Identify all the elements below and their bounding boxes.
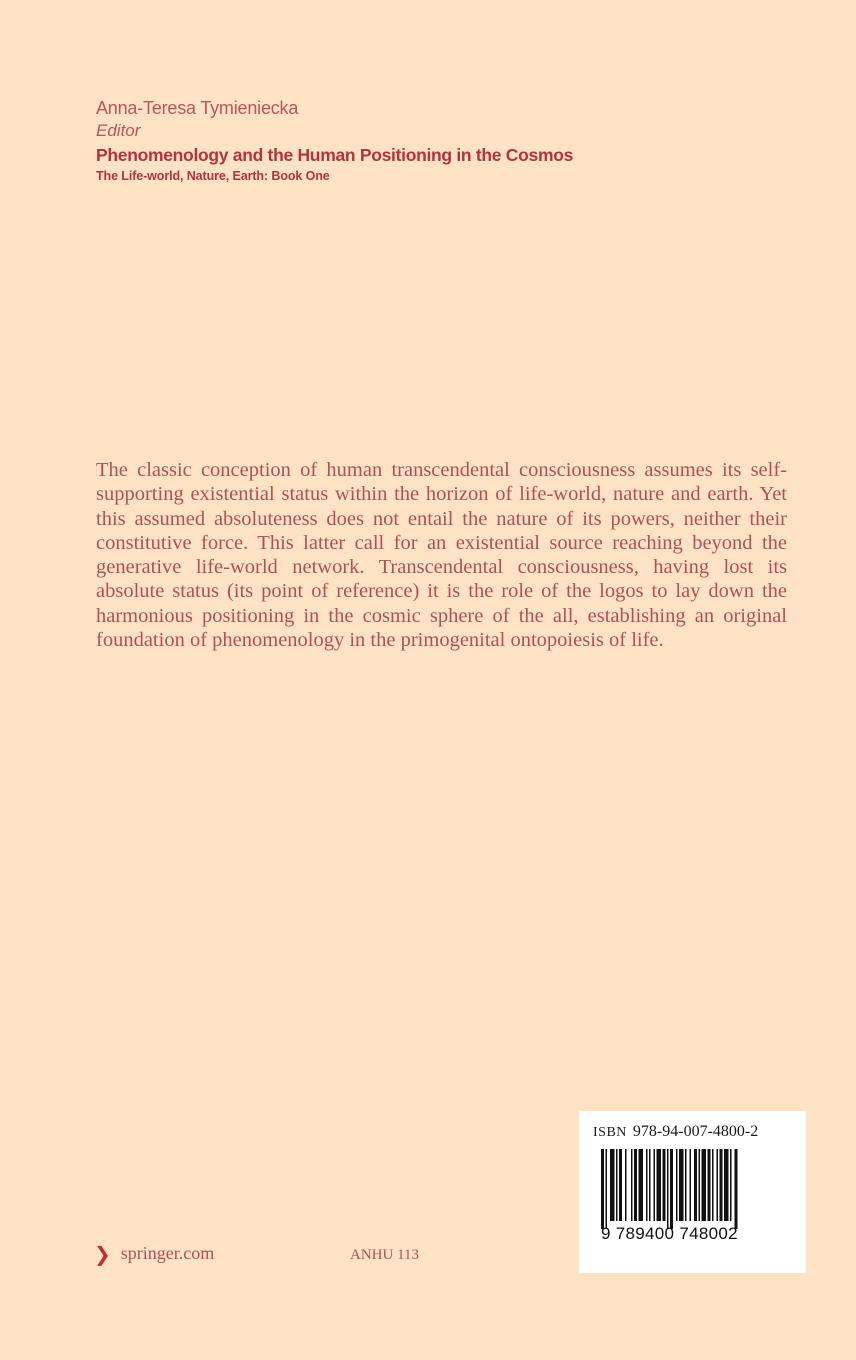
book-header — [96, 96, 796, 184]
barcode-bar — [699, 1149, 701, 1221]
isbn-text — [593, 1123, 758, 1141]
barcode-bar — [679, 1149, 684, 1221]
barcode-panel — [579, 1111, 806, 1273]
book-subtitle: The Life-world, Nature, Earth: Book One — [96, 169, 330, 183]
barcode-bar — [667, 1149, 669, 1229]
barcode-bar — [606, 1149, 608, 1229]
barcode-bar — [625, 1149, 627, 1221]
barcode-bar — [616, 1149, 618, 1221]
barcode-image — [601, 1149, 783, 1229]
barcode-bar — [610, 1149, 615, 1221]
barcode-bar — [690, 1149, 692, 1221]
barcode-bar — [724, 1149, 729, 1221]
barcode-digits: 9 789400 748002 — [601, 1224, 738, 1243]
isbn-label: ISBN — [593, 1125, 627, 1140]
barcode-bar — [670, 1149, 673, 1229]
barcode-bar — [676, 1149, 678, 1221]
springer-link[interactable] — [94, 1243, 214, 1264]
isbn-number: 978-94-007-4800-2 — [632, 1123, 759, 1140]
barcode-bar — [663, 1149, 666, 1221]
barcode-bar — [702, 1149, 707, 1221]
editor-name: Anna-Teresa Tymieniecka — [96, 98, 299, 118]
springer-link-text[interactable]: springer.com — [120, 1243, 215, 1263]
barcode-bar — [634, 1149, 637, 1221]
barcode-bar — [619, 1149, 622, 1221]
barcode-bar — [708, 1149, 711, 1221]
barcode-bar — [735, 1149, 738, 1229]
barcode-bar — [717, 1149, 719, 1221]
barcode-bar — [694, 1149, 697, 1221]
barcode-bar — [649, 1149, 651, 1221]
barcode-bar — [712, 1149, 714, 1221]
barcode-bar — [720, 1149, 723, 1221]
abstract-text: The classic conception of human transcendental consciousness assumes its self-supporting existential status within the horizon of life-world, nature and earth. Yet this assumed absoluteness does not entail the nature of its powers, neither their constitutive force. This latter call for an existential source reaching beyond the generative life-world network. Transcendental consciousness, having lost its absolute status (its point of reference) it is the role of the logos to lay down the harmonious positioning in the cosmic sphere of the all, establishing an original foundation of phenomenology in the primogenital ontopoiesis of life. — [96, 459, 787, 652]
book-title: Phenomenology and the Human Positioning in the Cosmos — [96, 145, 574, 165]
editor-role: Editor — [96, 121, 141, 140]
barcode-bar — [657, 1149, 662, 1221]
chevron-right-icon: ❯ — [94, 1241, 111, 1266]
barcode-bar — [730, 1149, 732, 1221]
barcode-bar — [646, 1149, 648, 1221]
series-code: ANHU 113 — [350, 1247, 420, 1263]
barcode-bar — [601, 1149, 604, 1229]
barcode-bar — [631, 1149, 633, 1221]
barcode-bar — [639, 1149, 644, 1221]
barcode-bar — [685, 1149, 687, 1221]
barcode-bar — [654, 1149, 656, 1221]
